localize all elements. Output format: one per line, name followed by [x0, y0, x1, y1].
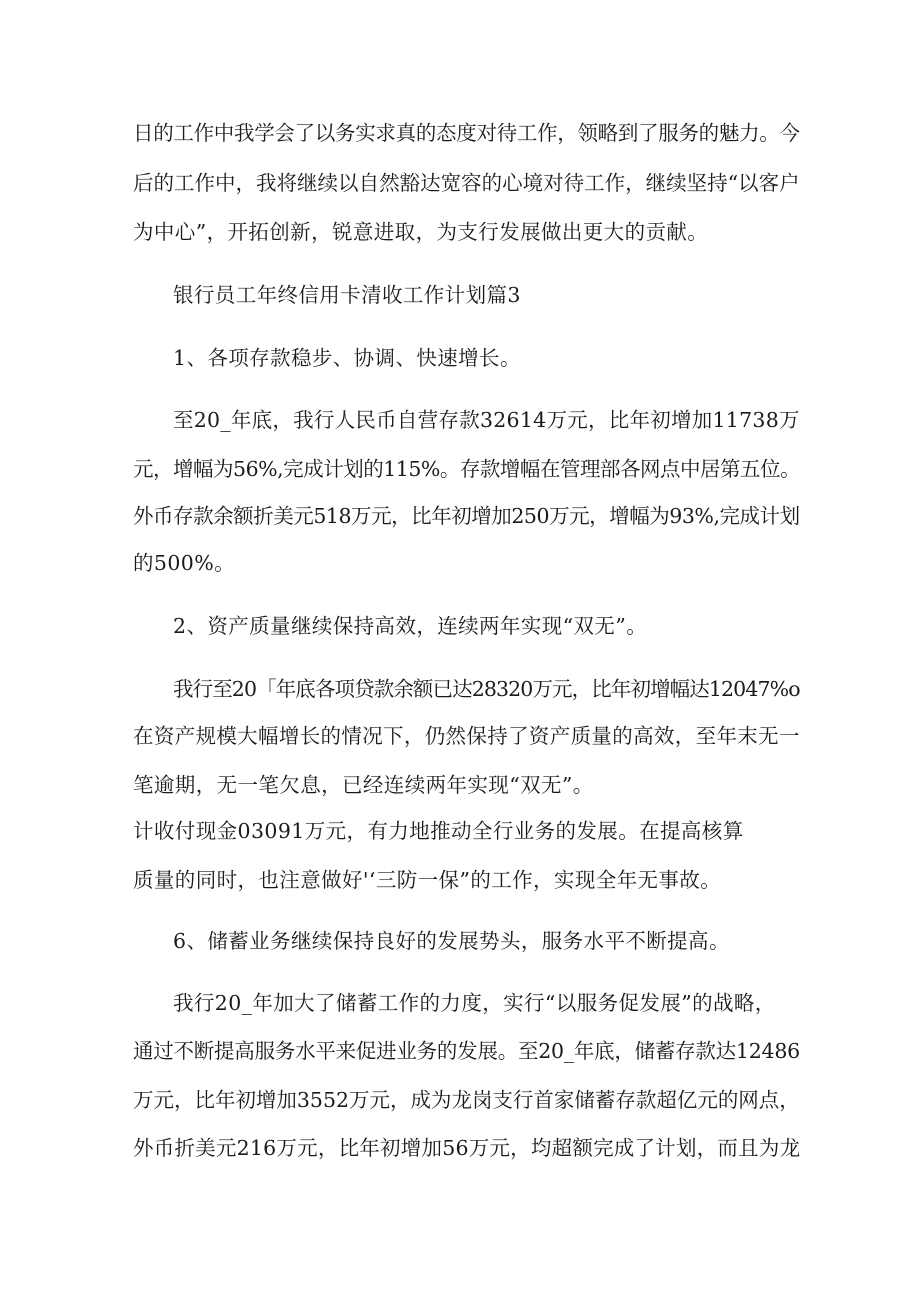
text-line: 在资产规模大幅增长的情况下，仍然保持了资产质量的高效，至年末无一: [133, 724, 800, 748]
text-line: 后的工作中，我将继续以自然豁达宽容的心境对待工作，继续坚持“以客户: [133, 171, 800, 195]
list-item-heading: 1、各项存款稳步、协调、快速增长。: [173, 346, 521, 370]
text-line: 为中心”，开拓创新，锐意进取，为支行发展做出更大的贡献。: [133, 220, 709, 244]
text-line: 元，增幅为56%,完成计划的115%。存款增幅在管理部各网点中居第五位。: [133, 457, 801, 481]
text-line: 的500%。: [133, 551, 236, 575]
text-line: 日的工作中我学会了以务实求真的态度对待工作，领略到了服务的魅力。今: [133, 121, 800, 145]
text-line: 笔逾期，无一笔欠息，已经连续两年实现“双无”。: [133, 773, 594, 797]
text-line: 我行至20「年底各项贷款余额已达28320万元，比年初增幅达12047%o: [173, 677, 800, 701]
text-line: 万元，比年初增加3552万元，成为龙岗支行首家储蓄存款超亿元的网点，: [133, 1088, 800, 1112]
text-line: 我行20_年加大了储蓄工作的力度，实行“以服务促发展”的战略，: [173, 991, 776, 1015]
list-item-heading: 2、资产质量继续保持高效，连续两年实现“双无”。: [173, 614, 648, 638]
list-item-heading: 6、储蓄业务继续保持良好的发展势头，服务水平不断提高。: [173, 929, 730, 953]
text-line: 外币存款余额折美元518万元，比年初增加250万元，增幅为93%,完成计划: [133, 504, 800, 528]
text-line: 外币折美元216万元，比年初增加56万元，均超额完成了计划，而且为龙: [133, 1136, 801, 1160]
text-line: 计收付现金03091万元，有力地推动全行业务的发展。在提高核算: [133, 819, 744, 843]
text-line: 质量的同时，也注意做好'‘三防一保”的工作，实现全年无事故。: [133, 868, 722, 892]
section-heading: 银行员工年终信用卡清收工作计划篇3: [173, 283, 521, 307]
text-line: 至20_年底，我行人民币自营存款32614万元，比年初增加11738万: [173, 408, 800, 432]
text-line: 通过不断提高服务水平来促进业务的发展。至20_年底，储蓄存款达12486: [133, 1039, 800, 1063]
